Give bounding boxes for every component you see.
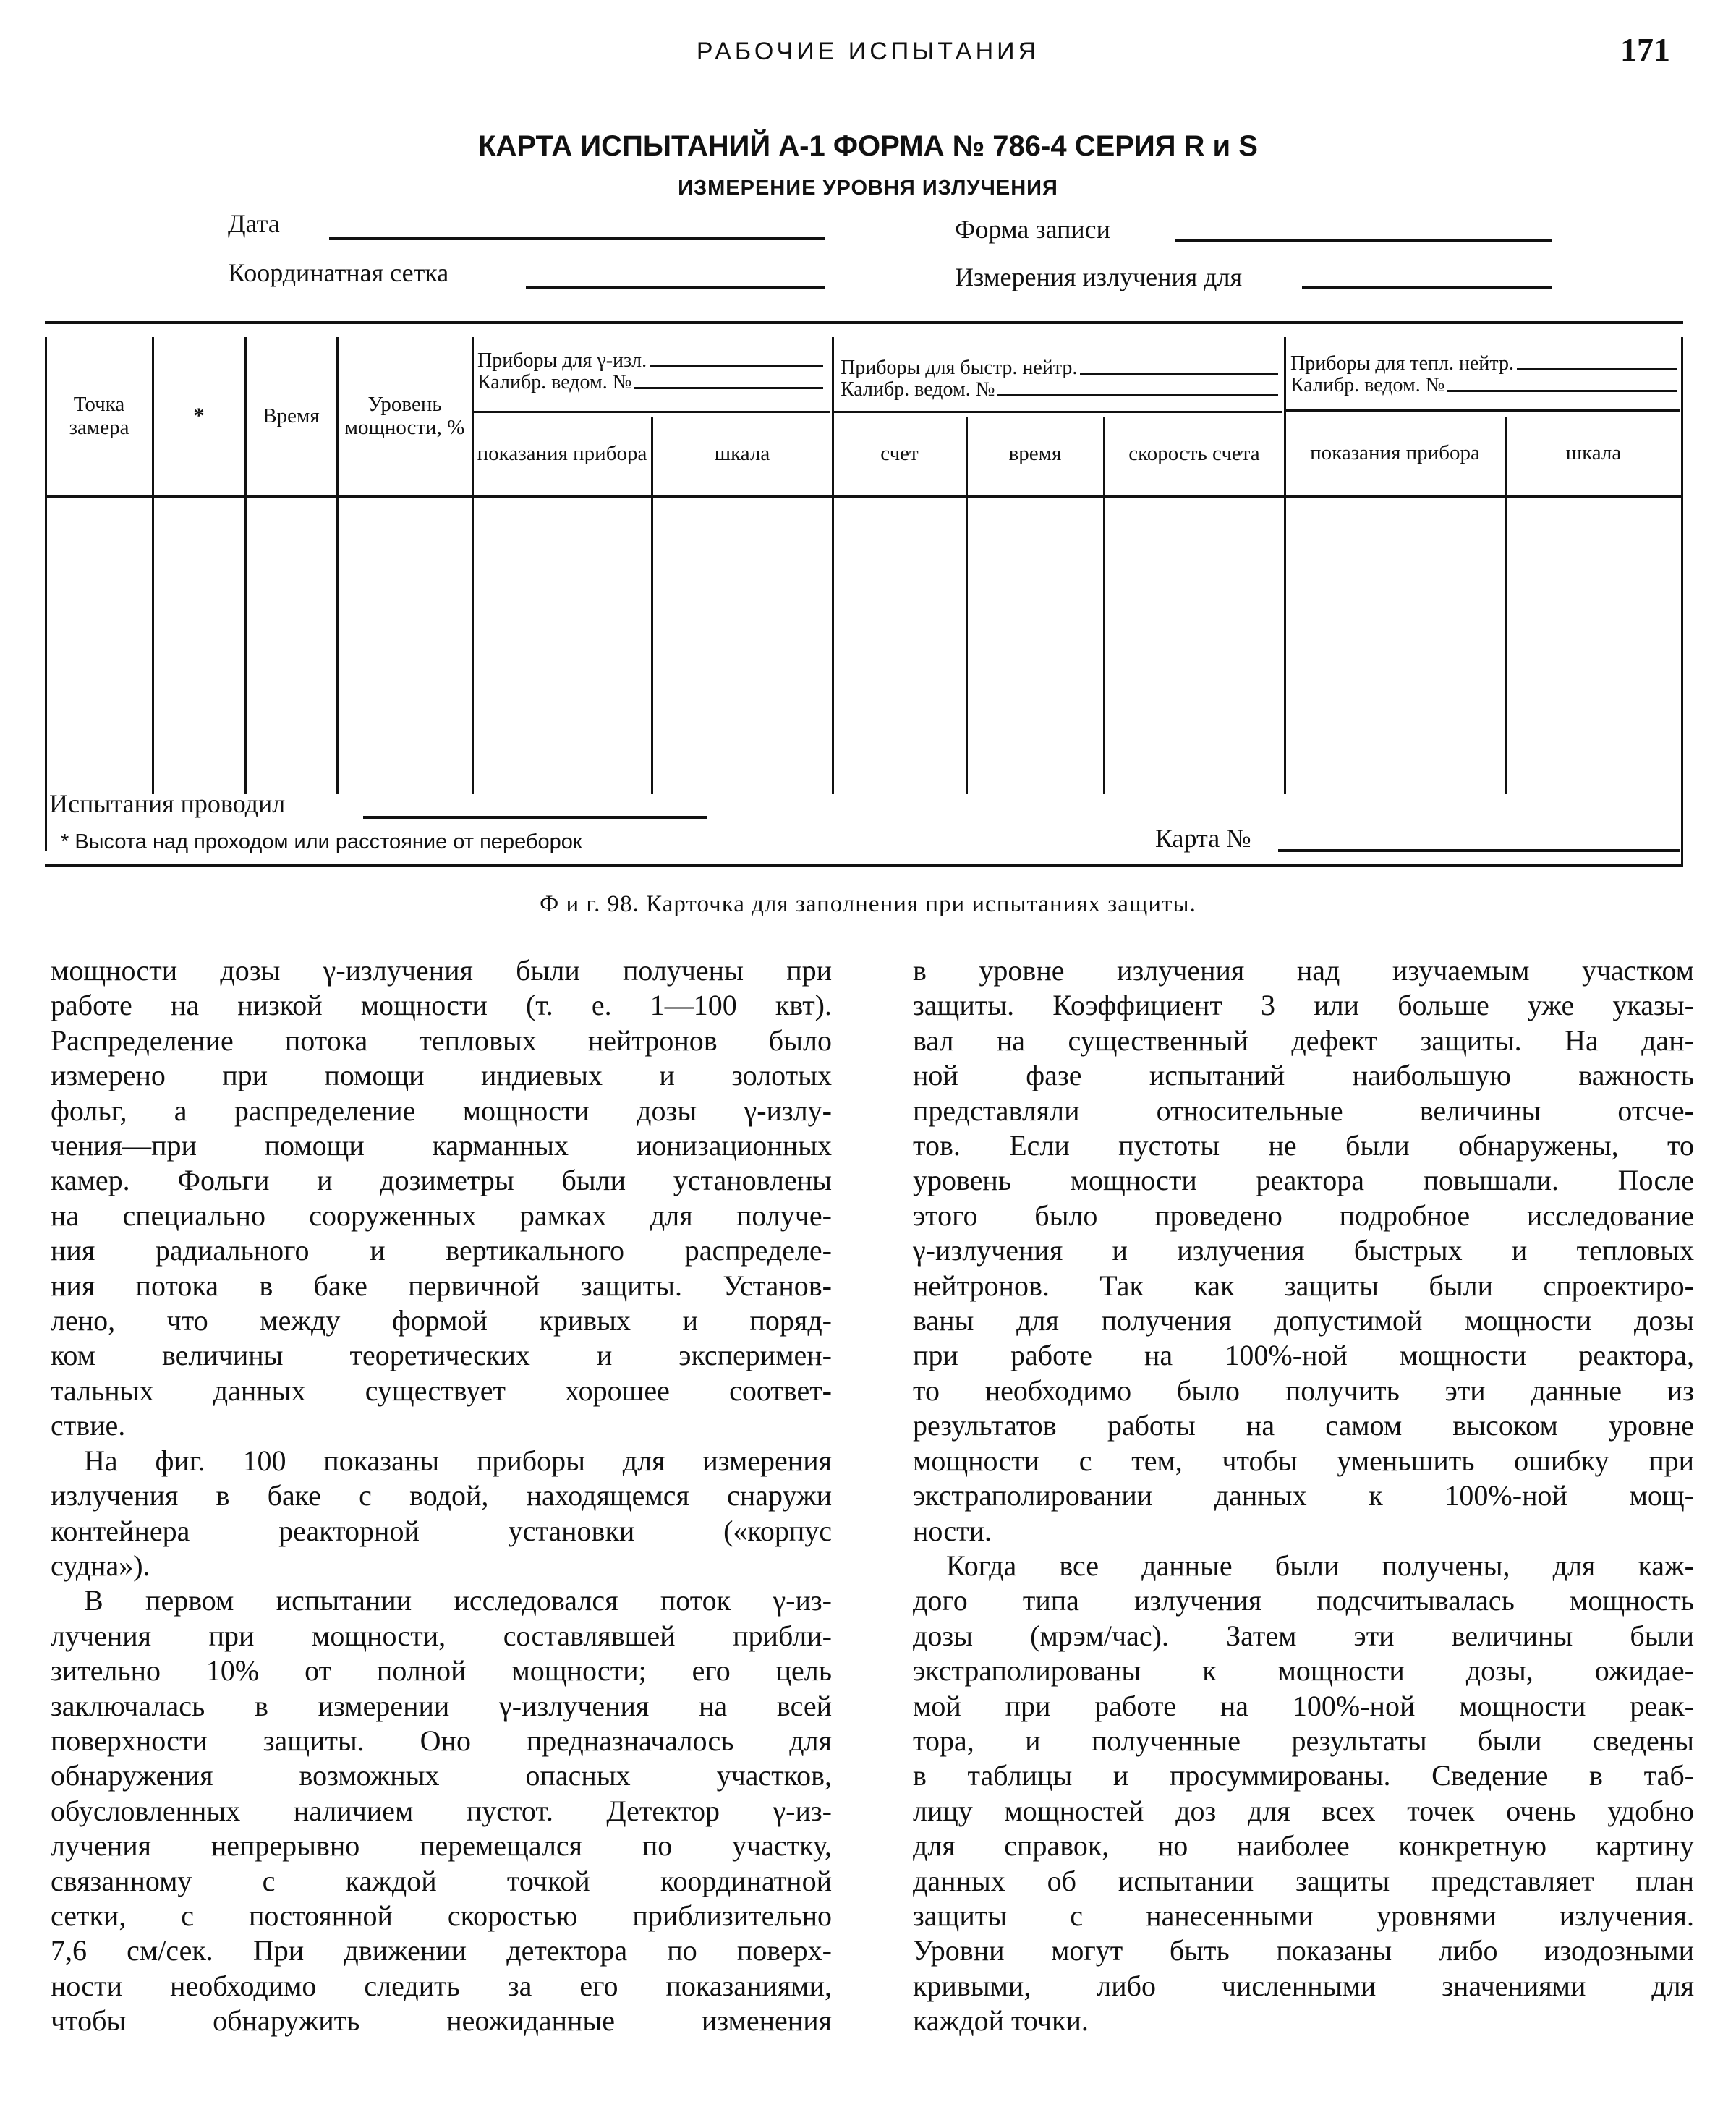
thermal-neutron-calibration-field[interactable] xyxy=(1447,390,1677,392)
footnote: * Высота над проходом или расстояние от переборок xyxy=(61,830,582,854)
text-line: чтобы обнаружить неожиданные изменения xyxy=(51,2004,832,2038)
body-left-column xyxy=(51,953,832,2039)
text-line: γ-излучения и излучения быстрых и тепловых xyxy=(913,1234,1694,1267)
text-line: ности необходимо следить за его показаниями, xyxy=(51,1969,832,2002)
gamma-instruments-header xyxy=(477,350,823,393)
text-line: камер. Фольги и дозиметры были установлены xyxy=(51,1164,832,1197)
text-line: фольг, а распределение мощности дозы γ-излу- xyxy=(51,1094,832,1127)
card-bottom-rule xyxy=(45,864,1683,867)
text-line: защиты с нанесенными уровнями излучения. xyxy=(913,1899,1694,1932)
text-line: лицу мощностей доз для всех точек очень удобно xyxy=(913,1794,1694,1827)
text-line: этого было проведено подробное исследование xyxy=(913,1199,1694,1232)
text-line: дого типа излучения подсчитывалась мощность xyxy=(913,1584,1694,1617)
text-line: каждой точки. xyxy=(913,2004,1089,2038)
text-line: Когда все данные были получены, для каж- xyxy=(946,1549,1694,1582)
text-line: для справок, но наиболее конкретную картину xyxy=(913,1829,1694,1863)
gamma-instruments-field[interactable] xyxy=(650,365,823,367)
column-header-asterisk: * xyxy=(193,404,205,427)
text-line: ности. xyxy=(913,1514,992,1547)
column-header-count-rate: скорость счета xyxy=(1128,442,1260,465)
text-line: нейтронов. Так как защиты были спроектиро- xyxy=(913,1269,1694,1302)
text-line: в таблицы и просуммированы. Сведение в таб- xyxy=(913,1759,1694,1792)
text-line: на специально сооруженных рамках для получе- xyxy=(51,1199,832,1232)
measure-for-label: Измерения излучения для xyxy=(955,263,1243,291)
running-head: РАБОЧИЕ ИСПЫТАНИЯ xyxy=(696,38,1040,65)
thermal-neutron-calibration-label: Калибр. ведом. № xyxy=(1290,374,1445,396)
text-line: тальных данных существует хорошее соответ- xyxy=(51,1374,832,1407)
date-label: Дата xyxy=(228,209,280,238)
card-subtitle: ИЗМЕРЕНИЕ УРОВНЯ ИЗЛУЧЕНИЯ xyxy=(678,176,1058,200)
text-line: данных об испытании защиты представляет план xyxy=(913,1864,1694,1897)
text-line: вал на существенный дефект защиты. На дан- xyxy=(913,1023,1694,1057)
text-line: чения—при помощи карманных ионизационных xyxy=(51,1129,832,1162)
text-line: в уровне излучения над изучаемым участком xyxy=(913,954,1694,987)
text-line: экстраполировании данных к 100%-ной мощ- xyxy=(913,1479,1694,1512)
text-line: ной фазе испытаний наибольшую важность xyxy=(913,1059,1694,1092)
text-line: ком величины теоретических и эксперимен- xyxy=(51,1339,832,1372)
measure-for-field[interactable] xyxy=(1302,286,1552,289)
fast-neutron-calibration-label: Калибр. ведом. № xyxy=(841,378,995,401)
text-line: обнаружения возможных опасных участков, xyxy=(51,1759,832,1792)
table-border-right xyxy=(1681,337,1683,867)
text-line: Уровни могут быть показаны либо изодозными xyxy=(913,1934,1694,1967)
gamma-calibration-field[interactable] xyxy=(634,387,823,389)
text-line: то необходимо было получить эти данные из xyxy=(913,1374,1694,1407)
body-right-column xyxy=(913,953,1694,2039)
fast-neutron-instruments-label: Приборы для быстр. нейтр. xyxy=(841,357,1078,379)
coordinate-grid-label: Координатная сетка xyxy=(228,258,449,287)
column-header-count: счет xyxy=(880,442,919,465)
column-header-fast-time: время xyxy=(1008,442,1062,465)
column-header-point: Точка замера xyxy=(69,393,129,439)
fast-neutron-calibration-field[interactable] xyxy=(997,394,1278,396)
text-line: связанному с каждой точкой координатной xyxy=(51,1864,832,1897)
text-line: тора, и полученные результаты были сведены xyxy=(913,1724,1694,1757)
text-line: результатов работы на самом высоком уровне xyxy=(913,1409,1694,1442)
text-line: защиты. Коэффициент 3 или больше уже указы- xyxy=(913,989,1694,1022)
page-number: 171 xyxy=(1620,31,1670,68)
fast-neutron-instruments-field[interactable] xyxy=(1080,373,1278,375)
column-header-time: Время xyxy=(263,404,320,427)
thermal-neutron-instruments-header xyxy=(1290,353,1677,396)
text-line: контейнера реакторной установки («корпус xyxy=(51,1514,832,1547)
tested-by-label: Испытания проводил xyxy=(49,789,286,818)
text-line: при работе на 100%-ной мощности реактора, xyxy=(913,1339,1694,1372)
text-line: мой при работе на 100%-ной мощности реак- xyxy=(913,1689,1694,1722)
text-line: ния потока в баке первичной защиты. Установ- xyxy=(51,1269,832,1302)
text-line: лучения при мощности, составлявшей прибли- xyxy=(51,1619,832,1652)
fast-neutron-instruments-header xyxy=(841,357,1278,401)
text-line: зительно 10% от полной мощности; его цель xyxy=(51,1654,832,1687)
thermal-neutron-instruments-field[interactable] xyxy=(1517,368,1677,370)
form-record-field[interactable] xyxy=(1175,239,1552,242)
date-field[interactable] xyxy=(329,237,825,240)
text-line: заключалась в измерении γ-излучения на всей xyxy=(51,1689,832,1722)
text-line: сетки, с постоянной скоростью приблизительно xyxy=(51,1899,832,1932)
text-line: лено, что между формой кривых и поряд- xyxy=(51,1304,832,1337)
text-line: уровень мощности реактора повышали. После xyxy=(913,1164,1694,1197)
column-header-gamma-scale: шкала xyxy=(714,442,770,465)
text-line: обусловленных наличием пустот. Детектор γ-из- xyxy=(51,1794,832,1827)
text-line: мощности дозы γ-излучения были получены при xyxy=(51,954,832,987)
card-number-field[interactable] xyxy=(1278,849,1680,852)
card-number-label: Карта № xyxy=(1155,824,1251,853)
card-title: КАРТА ИСПЫТАНИЙ А-1 ФОРМА № 786-4 СЕРИЯ R и S xyxy=(478,130,1258,162)
group-divider xyxy=(833,411,1282,413)
text-line: представляли относительные величины отсче- xyxy=(913,1094,1694,1127)
text-line: мощности с тем, чтобы уменьшить ошибку при xyxy=(913,1444,1694,1477)
figure-caption: Ф и г. 98. Карточка для заполнения при испытаниях защиты. xyxy=(540,891,1196,917)
coordinate-grid-field[interactable] xyxy=(526,286,825,289)
text-line: измерено при помощи индиевых и золотых xyxy=(51,1059,832,1092)
thermal-neutron-instruments-label: Приборы для тепл. нейтр. xyxy=(1290,352,1514,375)
column-header-gamma-reading: показания прибора xyxy=(477,442,647,465)
gamma-calibration-label: Калибр. ведом. № xyxy=(477,371,632,393)
text-line: На фиг. 100 показаны приборы для измерения xyxy=(84,1444,832,1477)
text-line: дозы (мрэм/час). Затем эти величины были xyxy=(913,1619,1694,1652)
text-line: ствие. xyxy=(51,1409,126,1442)
gamma-instruments-label: Приборы для γ-изл. xyxy=(477,349,647,372)
text-line: судна»). xyxy=(51,1549,150,1582)
text-line: Распределение потока тепловых нейтронов было xyxy=(51,1023,832,1057)
text-line: тов. Если пустоты не были обнаружены, то xyxy=(913,1129,1694,1162)
text-line: поверхности защиты. Оно предназначалось для xyxy=(51,1724,832,1757)
text-line: кривыми, либо численными значениями для xyxy=(913,1969,1694,2002)
text-line: излучения в баке с водой, находящемся снаружи xyxy=(51,1479,832,1512)
text-line: ваны для получения допустимой мощности дозы xyxy=(913,1304,1694,1337)
table-body-entry-area[interactable] xyxy=(46,498,1680,794)
tested-by-field[interactable] xyxy=(363,816,707,819)
text-line: ния радиального и вертикального распределе- xyxy=(51,1234,832,1267)
text-line: работе на низкой мощности (т. е. 1—100 квт). xyxy=(51,989,832,1022)
text-line: экстраполированы к мощности дозы, ожидае- xyxy=(913,1654,1694,1687)
column-header-thermal-scale: шкала xyxy=(1565,441,1622,464)
test-card-table xyxy=(45,321,1683,868)
form-record-label: Форма записи xyxy=(955,215,1110,244)
column-header-power-level: Уровень мощности, % xyxy=(344,393,465,439)
group-divider xyxy=(473,411,830,413)
text-line: 7,6 см/сек. При движении детектора по поверх- xyxy=(51,1934,832,1967)
text-line: В первом испытании исследовался поток γ-из- xyxy=(84,1584,832,1617)
column-header-thermal-reading: показания прибора xyxy=(1310,441,1480,464)
text-line: лучения непрерывно перемещался по участку, xyxy=(51,1829,832,1863)
group-divider xyxy=(1285,409,1680,412)
